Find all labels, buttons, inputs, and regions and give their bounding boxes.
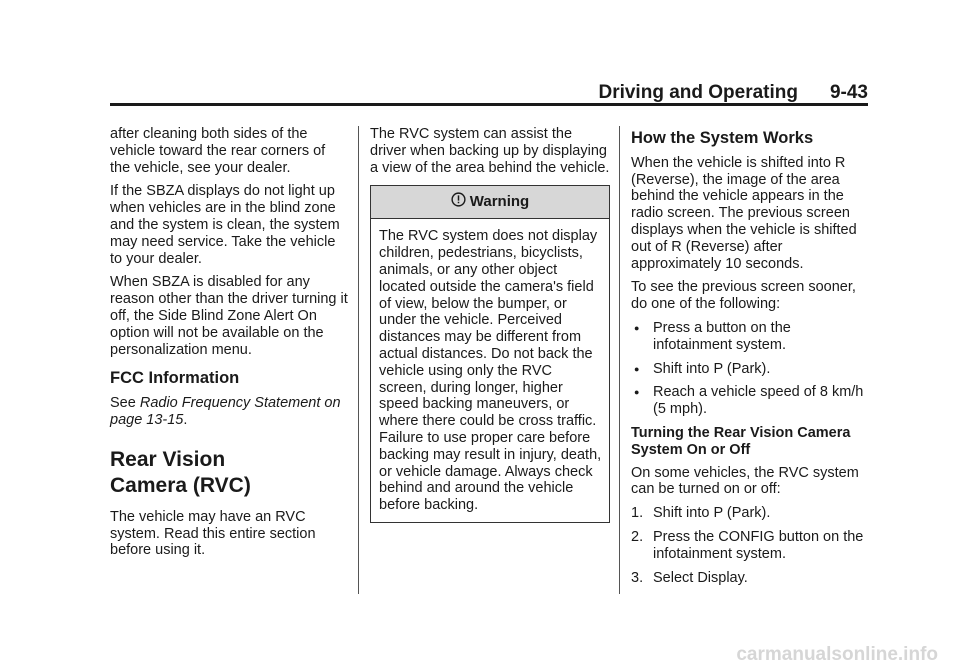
step-item [631,529,869,563]
step-text: Shift into P (Park). [653,505,771,522]
header-rule [110,103,868,106]
warning-header [371,186,609,219]
watermark: carmanualsonline.info [736,644,938,665]
fcc-heading: FCC Information [110,369,240,388]
step-item [631,505,869,522]
paragraph: The RVC system can assist the driver when backing up by displaying a view of the area behind the vehicle. [370,126,610,176]
bullet-text: Press a button on the infotainment system. [653,319,791,353]
step-number: 2. [631,528,644,545]
step-number: 3. [631,569,644,586]
fcc-paragraph [110,395,348,429]
column-2 [370,126,610,523]
bullet-dot-icon: ● [634,387,640,398]
rvc-heading [110,447,348,499]
paragraph: If the SBZA displays do not light up when vehicles are in the blind zone and the system is clean, the system may need service. Take the vehicle to your dealer. [110,183,340,267]
bullet-dot-icon: ● [634,363,640,374]
paragraph: The vehicle may have an RVC system. Read this entire section before using it. [110,508,316,559]
warning-title: Warning [469,192,530,210]
paragraph: When the vehicle is shifted into R (Reverse), the image of the area behind the vehicle appears in the radio screen. The previous screen displays when the vehicle is shifted out of R (Reverse) after approximately 10 seconds. [631,154,857,272]
page-number: 9-43 [829,82,868,103]
paragraph: after cleaning both sides of the vehicle toward the rear corners of the vehicle, see your dealer. [110,126,326,176]
warning-text: The RVC system does not display children, pedestrians, bicyclists, animals, or any other object located outside the camera's field of view, below the bumper, or under the vehicle. Perceived distances may be different from actual distances. Do not back the vehicle using only the RVC screen, during longer, higher speed backing maneuvers, or where there could be cross traffic. Failure to use proper care before backing may result in injury, death, or vehicle damage. Always check behind and around the vehicle before backing. [379,228,602,514]
paragraph: To see the previous screen sooner, do one of the following: [631,279,856,313]
step-item [631,570,869,587]
step-text: Press the CONFIG button on the infotainment system. [653,528,864,562]
fcc-period: . [183,411,188,428]
step-number: 1. [631,505,644,522]
bullet-item [631,320,869,354]
step-text: Select Display. [653,569,748,586]
bullet-text: Reach a vehicle speed of 8 km/h (5 mph). [653,384,864,418]
column-divider [619,126,620,594]
paragraph: On some vehicles, the RVC system can be turned on or off: [631,464,859,498]
paragraph: When SBZA is disabled for any reason other than the driver turning it off, the Side Blind Zone Alert On option will not be available on the personalization menu. [110,274,348,358]
fcc-see: See [110,395,140,412]
how-system-works-heading: How the System Works [631,129,814,147]
rvc-heading-line2: Camera (RVC) [110,473,251,497]
rvc-toggle-subheading: Turning the Rear Vision Camera System On or Off [631,424,851,458]
column-divider [358,126,359,594]
fcc-reference-link[interactable]: Radio Frequency Statement on page 13-15 [110,395,341,428]
page-header [110,82,868,104]
warning-box [370,185,610,523]
bullet-item [631,384,869,418]
column-1 [110,126,348,566]
section-title: Driving and Operating [598,82,798,103]
warning-circle-icon [451,192,466,212]
bullet-dot-icon: ● [634,322,640,333]
rvc-heading-line1: Rear Vision [110,447,226,471]
column-3 [631,126,869,593]
bullet-text: Shift into P (Park). [653,360,771,377]
bullet-item [631,361,869,378]
